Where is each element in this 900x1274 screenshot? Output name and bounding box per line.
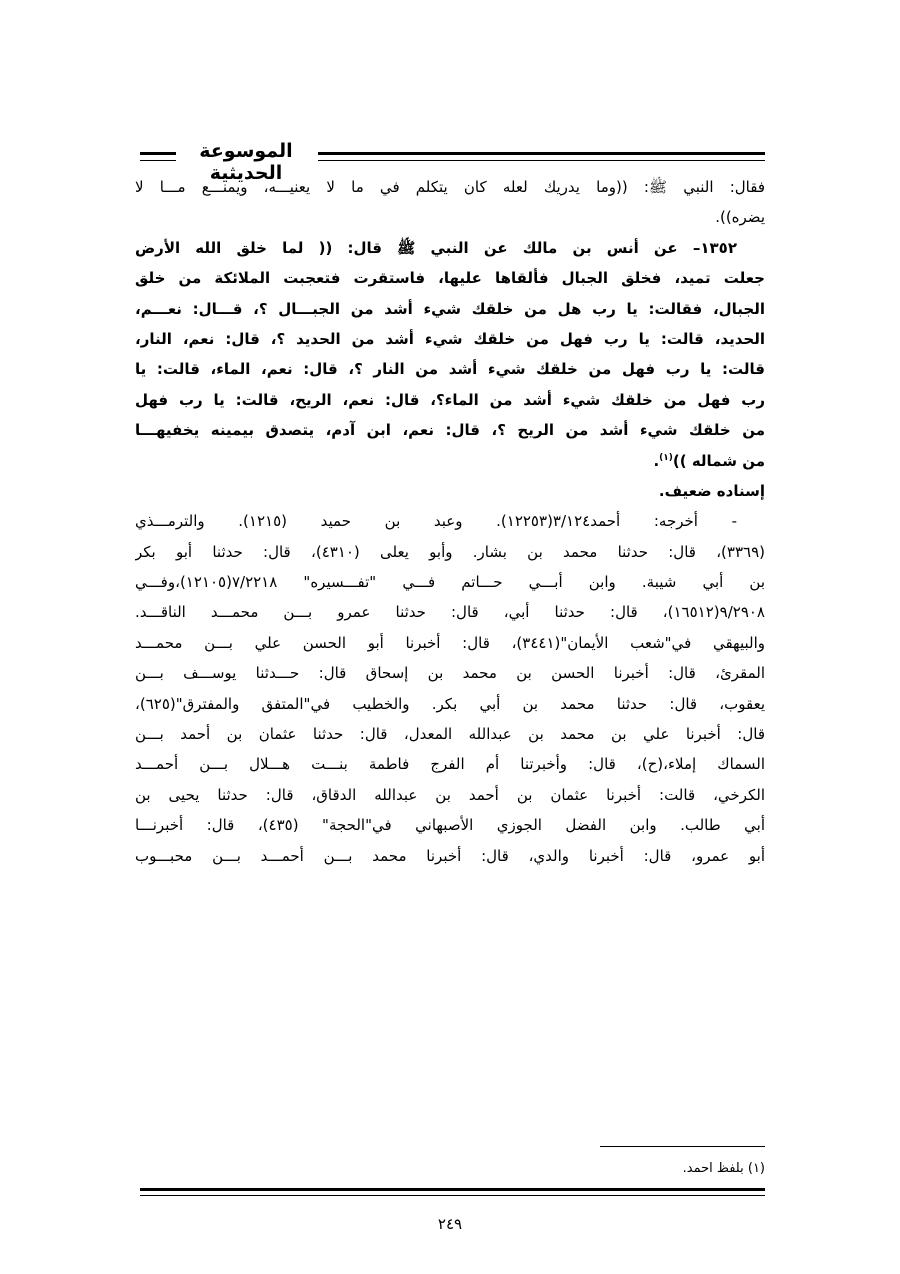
line-text: ١٣٥٢– عن أنس بن مالك عن النبي ﷺ قال: (( لما خلق الله الأرض: [135, 238, 737, 257]
text-line: [135, 780, 765, 810]
text-line: [135, 415, 765, 445]
line-text: - أخرجه: أحمد٣/١٢٤(١٢٢٥٣). وعبد بن حميد (١٢١٥). والترمـــذي: [135, 512, 737, 531]
header-rule-right: [318, 152, 765, 161]
line-text: يعقوب، قال: حدثنا محمد بن أبي بكر. والخطيب في"المتفق والمفترق"(٦٢٥)،: [135, 694, 765, 713]
line-text: الكرخي، قالت: أخبرنا عثمان بن أحمد بن عبدالله الدقاق، قال: حدثنا يحيى بن: [135, 785, 765, 804]
text-line: [135, 172, 765, 202]
line-text: فقال: النبي ﷺ: ((وما يدريك لعله كان يتكلم في ما لا يعنيـــه، ويمنـــع مـــا لا: [135, 178, 765, 196]
line-text: من خلقك شيء أشد من الريح ؟، قال: نعم، ابن آدم، يتصدق بيمينه يخفيهـــا: [135, 421, 765, 440]
line-text: يضره)).: [715, 208, 765, 227]
footnote: (١) بلفظ احمد.: [682, 1161, 765, 1176]
line-text: المقرئ، قال: أخبرنا الحسن بن محمد بن إسحاق قال: حـــدثنا يوســـف بـــن: [135, 664, 765, 683]
text-line: [135, 476, 765, 506]
line-text: الحديد، قالت: يا رب فهل من خلقك شيء أشد من الحديد ؟، قال: نعم، النار،: [135, 329, 765, 348]
page-number: ٢٤٩: [437, 1215, 463, 1233]
text-line: [135, 841, 765, 871]
line-text: والبيهقي في"شعب الأيمان"(٣٤٤١)، قال: أخبرنا أبو الحسن علي بـــن محمـــد: [135, 633, 765, 652]
page-body: [135, 172, 765, 871]
footnote-reference[interactable]: (١): [659, 452, 673, 463]
line-text: إسناده ضعيف.: [658, 481, 765, 500]
text-line: [135, 354, 765, 384]
line-text: قالت: يا رب فهل من خلقك شيء أشد من النار ؟، قال: نعم، الماء، قالت: يا: [135, 360, 765, 379]
text-line: [135, 506, 765, 536]
line-text: أبي طالب. وابن الفضل الجوزي الأصبهاني في"الحجة" (٤٣٥)، قال: أخبرنـــا: [135, 816, 765, 835]
line-text: بن أبي شيبة. وابن أبـــي حـــاتم فـــي "تفـــسيره" ٧/٢٢١٨(١٢١٠٥)،وفـــي: [135, 573, 765, 592]
text-line: [135, 294, 765, 324]
text-line: [135, 628, 765, 658]
text-line: [135, 202, 765, 232]
text-line: [135, 263, 765, 293]
text-line: [135, 446, 765, 476]
text-line: [135, 385, 765, 415]
line-text: السماك إملاء،(ح)، قال: وأخبرتنا أم الفرج فاطمة بنـــت هـــلال بـــن أحمـــد: [135, 755, 765, 774]
line-text: رب فهل من خلقك شيء أشد من الماء؟، قال: نعم، الريح، قالت: يا رب فهل: [135, 390, 765, 409]
footnote-separator: [600, 1146, 765, 1147]
line-text: قال: أخبرنا علي بن محمد بن عبدالله المعدل، قال: حدثنا عثمان بن أحمد بـــن: [135, 725, 765, 744]
text-line: [135, 567, 765, 597]
text-line: [135, 689, 765, 719]
line-text: من شماله )): [672, 451, 765, 470]
footer-rule: [140, 1188, 765, 1196]
line-text: ٩/٢٩٠٨(١٦٥١٢)، قال: حدثنا أبي، قال: حدثنا عمرو بـــن محمـــد الناقـــد.: [135, 603, 765, 622]
text-line: [135, 810, 765, 840]
line-text: أبو عمرو، قال: أخبرنا والدي، قال: أخبرنا محمد بـــن أحمـــد بـــن محبـــوب: [135, 846, 765, 865]
text-line: [135, 719, 765, 749]
line-tail: .: [653, 451, 660, 470]
text-line: [135, 658, 765, 688]
text-line: [135, 233, 765, 263]
text-line: [135, 749, 765, 779]
line-text: (٣٣٦٩)، قال: حدثنا محمد بن بشار. وأبو يعلى (٤٣١٠)، قال: حدثنا أبو بكر: [135, 542, 765, 561]
line-text: الجبال، فقالت: يا رب هل من خلقك شيء أشد من الجبـــال ؟، قـــال: نعـــم،: [135, 299, 765, 318]
running-header-title: الموسوعة الحديثية: [199, 140, 293, 184]
text-line: [135, 324, 765, 354]
text-line: [135, 597, 765, 627]
header-rule-left: [140, 152, 176, 161]
line-text: جعلت تميد، فخلق الجبال فألقاها عليها، فاستقرت فتعجبت الملائكة من خلق: [135, 269, 765, 288]
text-line: [135, 537, 765, 567]
